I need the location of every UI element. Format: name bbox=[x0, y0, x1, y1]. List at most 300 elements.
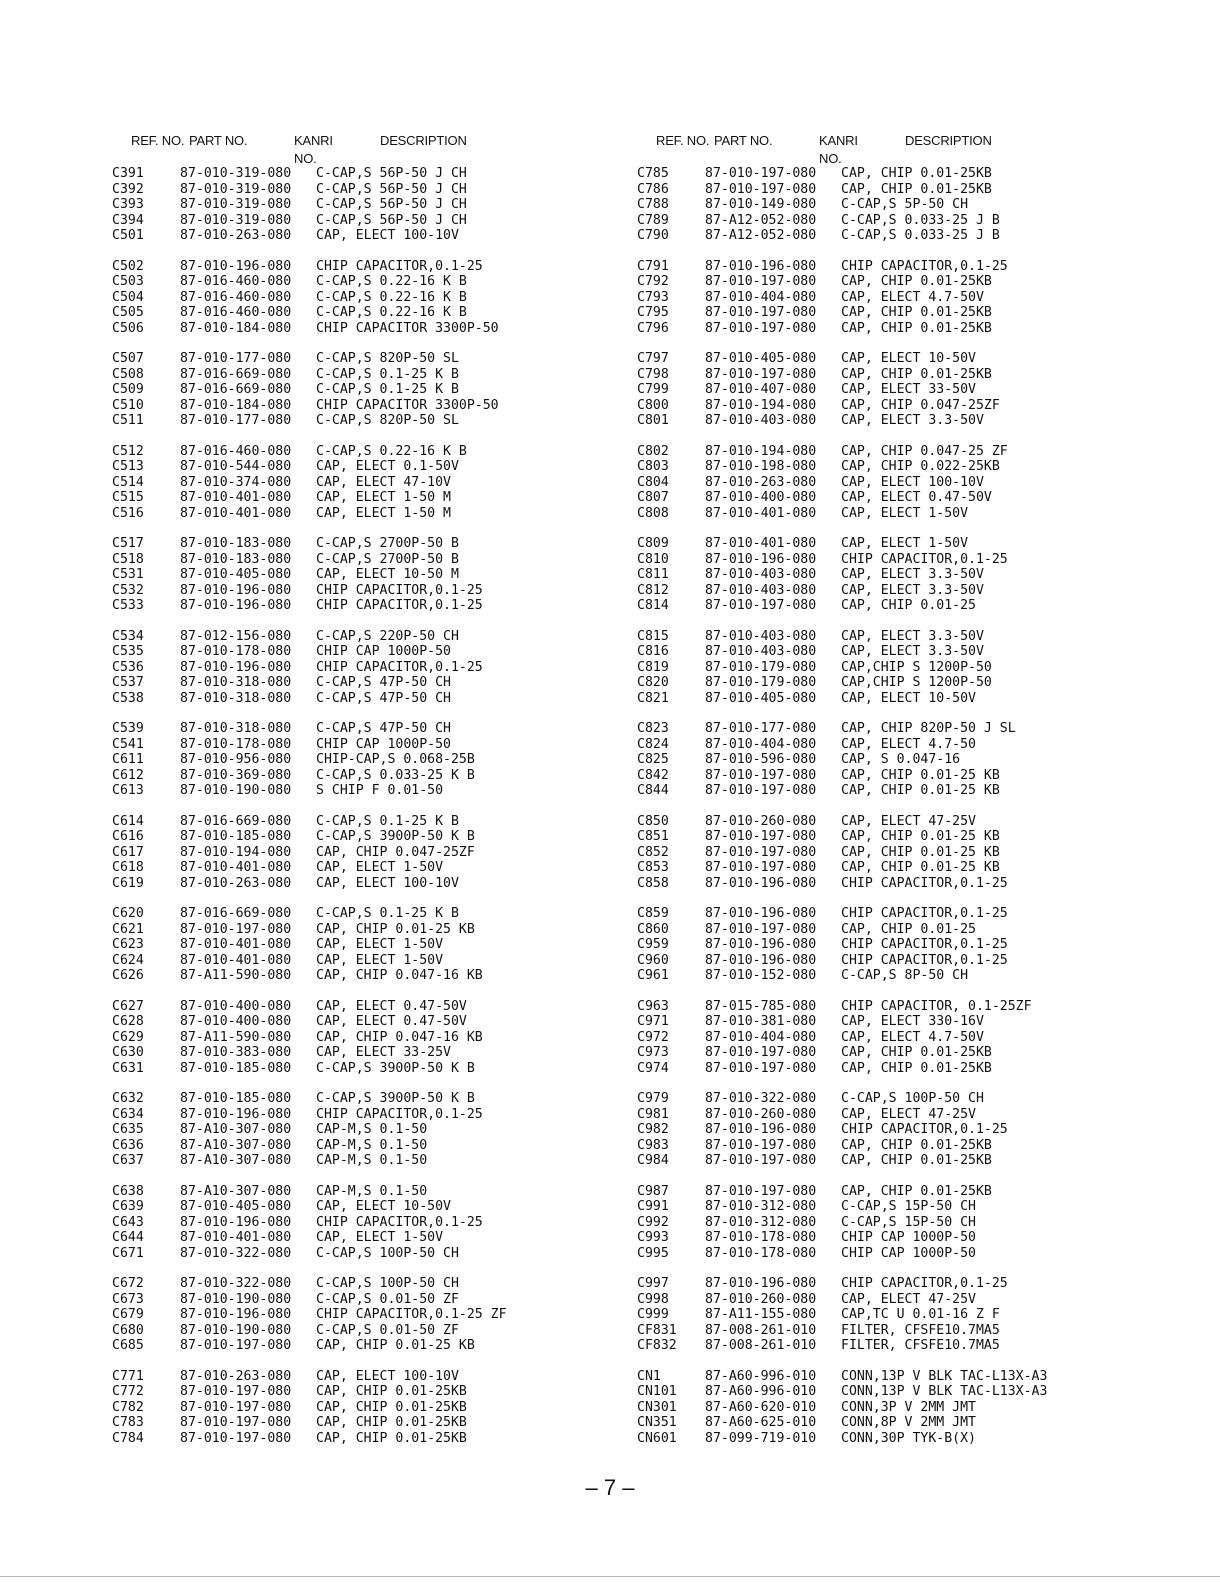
ref-no-cell: C859 bbox=[637, 906, 669, 921]
ref-no-cell: C987 bbox=[637, 1183, 669, 1199]
table-row bbox=[112, 1061, 632, 1077]
table-row bbox=[637, 1122, 1157, 1138]
part-no-cell: 87-A10-307-080 bbox=[180, 1183, 292, 1199]
ref-no-cell: C816 bbox=[637, 644, 669, 659]
ref-no-cell: C516 bbox=[112, 505, 144, 521]
ref-no-cell: C852 bbox=[637, 844, 669, 860]
part-no-cell: 87-010-179-080 bbox=[705, 659, 817, 675]
description-cell: CAP, ELECT 4.7-50V bbox=[841, 289, 984, 305]
ref-no-cell: C961 bbox=[637, 968, 669, 983]
part-no-cell: 87-010-196-080 bbox=[180, 582, 292, 598]
ref-no-cell: C842 bbox=[637, 767, 669, 783]
description-cell: C-CAP,S 3900P-50 K B bbox=[316, 1060, 475, 1076]
description-cell: C-CAP,S 820P-50 SL bbox=[316, 413, 459, 428]
ref-no-cell: C632 bbox=[112, 1091, 144, 1106]
description-cell: C-CAP,S 8P-50 CH bbox=[841, 968, 969, 983]
ref-no-cell: C619 bbox=[112, 875, 144, 891]
ref-no-cell: C823 bbox=[637, 721, 669, 736]
table-row bbox=[112, 1030, 632, 1046]
description-cell: CAP, ELECT 0.47-50V bbox=[316, 1014, 467, 1029]
part-no-cell: 87-010-196-080 bbox=[705, 551, 817, 567]
description-cell: CAP, CHIP 0.01-25 bbox=[841, 598, 976, 613]
table-row bbox=[637, 675, 1157, 691]
table-row bbox=[112, 197, 632, 213]
table-row bbox=[112, 675, 632, 691]
description-cell: S CHIP F 0.01-50 bbox=[316, 783, 444, 798]
ref-no-cell: C391 bbox=[112, 166, 144, 181]
ref-no-cell: C860 bbox=[637, 921, 669, 937]
part-no-cell: 87-A10-307-080 bbox=[180, 1153, 292, 1168]
description-cell: C-CAP,S 56P-50 J CH bbox=[316, 212, 467, 228]
part-no-cell: 87-010-401-080 bbox=[180, 490, 292, 505]
part-no-cell: 87-010-196-080 bbox=[705, 1122, 817, 1137]
ref-no-cell: C537 bbox=[112, 675, 144, 690]
ref-no-cell: C995 bbox=[637, 1245, 669, 1261]
table-row bbox=[112, 953, 632, 969]
part-no-cell: 87-010-196-080 bbox=[180, 1106, 292, 1122]
description-cell: CAP-M,S 0.1-50 bbox=[316, 1153, 428, 1168]
part-no-cell: 87-010-197-080 bbox=[705, 1045, 817, 1060]
table-row bbox=[112, 1107, 632, 1123]
ref-no-cell: C795 bbox=[637, 305, 669, 320]
description-cell: CAP, CHIP 0.01-25KB bbox=[841, 1045, 992, 1060]
table-row bbox=[637, 1230, 1157, 1246]
table-row bbox=[637, 1431, 1157, 1447]
part-no-cell: 87-010-197-080 bbox=[705, 1183, 817, 1199]
ref-no-cell: C639 bbox=[112, 1199, 144, 1214]
description-cell: C-CAP,S 5P-50 CH bbox=[841, 197, 969, 212]
ref-no-cell: C509 bbox=[112, 382, 144, 397]
part-no-cell: 87-016-669-080 bbox=[180, 382, 292, 397]
column-header bbox=[637, 130, 1157, 166]
description-cell: CAP, ELECT 3.3-50V bbox=[841, 567, 984, 582]
header-ref-no: REF. NO. bbox=[131, 133, 185, 148]
part-no-cell: 87-010-196-080 bbox=[180, 1214, 292, 1230]
part-no-cell: 87-A11-590-080 bbox=[180, 1029, 292, 1045]
ref-no-cell: C809 bbox=[637, 536, 669, 551]
description-cell: CHIP CAP 1000P-50 bbox=[841, 1230, 976, 1245]
table-row bbox=[112, 1246, 632, 1262]
description-cell: CHIP CAP 1000P-50 bbox=[316, 736, 451, 752]
table-row bbox=[112, 413, 632, 429]
table-row bbox=[637, 444, 1157, 460]
part-no-cell: 87-010-197-080 bbox=[180, 1384, 292, 1399]
description-cell: CAP, ELECT 10-50V bbox=[841, 690, 976, 706]
description-cell: CAP, CHIP 0.01-25KB bbox=[316, 1415, 467, 1430]
table-row bbox=[637, 413, 1157, 429]
description-cell: CAP, CHIP 0.047-16 KB bbox=[316, 1029, 483, 1045]
part-no-cell: 87-010-197-080 bbox=[705, 1060, 817, 1076]
part-no-cell: 87-010-194-080 bbox=[705, 397, 817, 413]
description-cell: C-CAP,S 0.22-16 K B bbox=[316, 289, 467, 305]
table-row bbox=[637, 583, 1157, 599]
description-cell: CHIP CAP 1000P-50 bbox=[316, 644, 451, 659]
table-row bbox=[112, 1338, 632, 1354]
table-row bbox=[637, 552, 1157, 568]
description-cell: CAP, ELECT 1-50 M bbox=[316, 505, 451, 521]
part-no-cell: 87-010-197-080 bbox=[705, 305, 817, 320]
ref-no-cell: C821 bbox=[637, 690, 669, 706]
header-kanri: KANRI bbox=[294, 133, 333, 148]
part-no-cell: 87-016-460-080 bbox=[180, 305, 292, 320]
table-row bbox=[637, 691, 1157, 707]
description-cell: C-CAP,S 15P-50 CH bbox=[841, 1214, 976, 1230]
table-row bbox=[112, 598, 632, 614]
ref-no-cell: C797 bbox=[637, 351, 669, 366]
part-no-cell: 87-010-177-080 bbox=[180, 413, 292, 428]
table-row bbox=[112, 398, 632, 414]
table-row bbox=[112, 737, 632, 753]
ref-no-cell: C505 bbox=[112, 305, 144, 320]
ref-no-cell: C804 bbox=[637, 474, 669, 490]
ref-no-cell: C614 bbox=[112, 813, 144, 829]
table-row bbox=[637, 829, 1157, 845]
ref-no-cell: CF832 bbox=[637, 1338, 677, 1353]
description-cell: CAP,TC U 0.01-16 Z F bbox=[841, 1307, 1000, 1322]
description-cell: CAP-M,S 0.1-50 bbox=[316, 1183, 428, 1199]
part-no-cell: 87-012-156-080 bbox=[180, 628, 292, 644]
table-row bbox=[112, 321, 632, 337]
part-no-cell: 87-010-197-080 bbox=[705, 598, 817, 613]
part-no-cell: 87-015-785-080 bbox=[705, 998, 817, 1014]
table-row bbox=[112, 290, 632, 306]
ref-no-cell: C785 bbox=[637, 166, 669, 181]
ref-no-cell: CN351 bbox=[637, 1415, 677, 1430]
table-row bbox=[637, 1215, 1157, 1231]
description-cell: CAP, ELECT 1-50V bbox=[841, 536, 969, 551]
ref-no-cell: CN601 bbox=[637, 1430, 677, 1446]
description-cell: C-CAP,S 0.1-25 K B bbox=[316, 906, 459, 921]
description-cell: CAP, CHIP 0.01-25 bbox=[841, 921, 976, 937]
description-cell: C-CAP,S 2700P-50 B bbox=[316, 551, 459, 567]
part-no-cell: 87-016-460-080 bbox=[180, 289, 292, 305]
part-no-cell: 87-010-196-080 bbox=[180, 258, 292, 274]
table-row bbox=[112, 506, 632, 522]
table-row bbox=[637, 305, 1157, 321]
ref-no-cell: C796 bbox=[637, 320, 669, 336]
table-row bbox=[637, 845, 1157, 861]
table-row bbox=[637, 953, 1157, 969]
ref-no-cell: C636 bbox=[112, 1137, 144, 1153]
header-part-no: PART NO. bbox=[189, 133, 248, 148]
description-cell: CAP, ELECT 330-16V bbox=[841, 1014, 984, 1029]
part-no-cell: 87-010-263-080 bbox=[180, 228, 292, 243]
ref-no-cell: C513 bbox=[112, 459, 144, 474]
description-cell: C-CAP,S 100P-50 CH bbox=[316, 1276, 459, 1291]
part-no-cell: 87-010-401-080 bbox=[180, 505, 292, 521]
part-no-cell: 87-010-404-080 bbox=[705, 289, 817, 305]
header-description: DESCRIPTION bbox=[905, 133, 992, 148]
table-row bbox=[637, 351, 1157, 367]
description-cell: C-CAP,S 56P-50 J CH bbox=[316, 166, 467, 181]
part-no-cell: 87-010-401-080 bbox=[180, 1230, 292, 1245]
part-no-cell: 87-010-196-080 bbox=[705, 875, 817, 891]
table-row bbox=[637, 1199, 1157, 1215]
table-row bbox=[112, 644, 632, 660]
part-no-cell: 87-010-544-080 bbox=[180, 459, 292, 474]
part-no-cell: 87-010-401-080 bbox=[180, 937, 292, 952]
part-no-cell: 87-010-197-080 bbox=[705, 320, 817, 336]
ref-no-cell: C814 bbox=[637, 598, 669, 613]
table-row bbox=[112, 1292, 632, 1308]
ref-no-cell: C963 bbox=[637, 998, 669, 1014]
ref-no-cell: C535 bbox=[112, 644, 144, 659]
description-cell: C-CAP,S 0.01-50 ZF bbox=[316, 1322, 459, 1338]
description-cell: CAP, CHIP 0.047-25ZF bbox=[316, 844, 475, 860]
part-no-cell: 87-A10-307-080 bbox=[180, 1122, 292, 1137]
description-cell: CAP, ELECT 4.7-50 bbox=[841, 736, 976, 752]
header-ref-no: REF. NO. bbox=[656, 133, 710, 148]
description-cell: C-CAP,S 0.01-50 ZF bbox=[316, 1291, 459, 1307]
table-row bbox=[637, 228, 1157, 244]
description-cell: CAP, ELECT 1-50 M bbox=[316, 490, 451, 505]
description-cell: CHIP CAPACITOR,0.1-25 bbox=[841, 1122, 1008, 1137]
part-no-cell: 87-016-460-080 bbox=[180, 443, 292, 459]
table-row bbox=[637, 598, 1157, 614]
part-no-cell: 87-010-403-080 bbox=[705, 567, 817, 582]
part-no-cell: 87-010-190-080 bbox=[180, 783, 292, 798]
part-no-cell: 87-010-405-080 bbox=[705, 351, 817, 366]
description-cell: CAP, CHIP 0.01-25KB bbox=[841, 166, 992, 181]
part-no-cell: 87-A10-307-080 bbox=[180, 1137, 292, 1153]
part-no-cell: 87-010-197-080 bbox=[705, 1153, 817, 1168]
table-row bbox=[637, 906, 1157, 922]
table-row bbox=[637, 1138, 1157, 1154]
description-cell: CHIP CAPACITOR 3300P-50 bbox=[316, 320, 499, 336]
part-no-cell: 87-010-381-080 bbox=[705, 1014, 817, 1029]
table-row bbox=[637, 737, 1157, 753]
part-no-cell: 87-010-318-080 bbox=[180, 690, 292, 706]
description-cell: CONN,30P TYK-B(X) bbox=[841, 1430, 976, 1446]
part-no-cell: 87-010-260-080 bbox=[705, 1106, 817, 1122]
description-cell: CAP, ELECT 10-50V bbox=[316, 1199, 451, 1214]
description-cell: CHIP CAPACITOR,0.1-25 bbox=[841, 1276, 1008, 1291]
table-row bbox=[637, 506, 1157, 522]
table-row bbox=[637, 752, 1157, 768]
description-cell: CAP, CHIP 0.047-25 ZF bbox=[841, 443, 1008, 459]
ref-no-cell: C960 bbox=[637, 952, 669, 968]
description-cell: CHIP CAPACITOR,0.1-25 ZF bbox=[316, 1307, 507, 1322]
ref-no-cell: C617 bbox=[112, 844, 144, 860]
header-kanri-no: NO. bbox=[294, 151, 317, 166]
ref-no-cell: C858 bbox=[637, 875, 669, 891]
ref-no-cell: C502 bbox=[112, 258, 144, 274]
part-no-cell: 87-A11-590-080 bbox=[180, 968, 292, 983]
table-row bbox=[637, 197, 1157, 213]
bottom-divider bbox=[0, 1576, 1220, 1577]
ref-no-cell: C972 bbox=[637, 1029, 669, 1045]
description-cell: CAP, ELECT 4.7-50V bbox=[841, 1029, 984, 1045]
description-cell: CAP, CHIP 0.01-25 KB bbox=[316, 921, 475, 937]
description-cell: CHIP CAP 1000P-50 bbox=[841, 1245, 976, 1261]
ref-no-cell: C531 bbox=[112, 567, 144, 582]
table-row bbox=[112, 1153, 632, 1169]
part-no-cell: 87-010-263-080 bbox=[705, 474, 817, 490]
part-no-cell: 87-010-178-080 bbox=[705, 1245, 817, 1261]
description-cell: C-CAP,S 100P-50 CH bbox=[316, 1245, 459, 1261]
description-cell: CAP, CHIP 0.01-25KB bbox=[841, 274, 992, 289]
ref-no-cell: C644 bbox=[112, 1230, 144, 1245]
description-cell: CAP, CHIP 0.01-25 KB bbox=[841, 829, 1000, 844]
table-row bbox=[112, 583, 632, 599]
part-no-cell: 87-008-261-010 bbox=[705, 1322, 817, 1338]
ref-no-cell: C971 bbox=[637, 1014, 669, 1029]
ref-no-cell: C532 bbox=[112, 582, 144, 598]
part-no-cell: 87-010-319-080 bbox=[180, 212, 292, 228]
table-row bbox=[637, 1400, 1157, 1416]
table-row bbox=[112, 1323, 632, 1339]
ref-no-cell: C627 bbox=[112, 998, 144, 1014]
description-cell: CAP, ELECT 47-25V bbox=[841, 1106, 976, 1122]
ref-no-cell: C981 bbox=[637, 1106, 669, 1122]
description-cell: CAP, ELECT 1-50V bbox=[316, 1230, 444, 1245]
table-row bbox=[112, 752, 632, 768]
ref-no-cell: C997 bbox=[637, 1276, 669, 1291]
table-row bbox=[112, 876, 632, 892]
description-cell: CHIP CAPACITOR,0.1-25 bbox=[316, 659, 483, 675]
description-cell: CAP, ELECT 1-50V bbox=[841, 505, 969, 521]
ref-no-cell: C782 bbox=[112, 1399, 144, 1415]
part-no-cell: 87-099-719-010 bbox=[705, 1430, 817, 1446]
part-no-cell: 87-010-407-080 bbox=[705, 382, 817, 397]
description-cell: CAP, CHIP 0.01-25 KB bbox=[841, 860, 1000, 875]
part-no-cell: 87-010-401-080 bbox=[180, 952, 292, 968]
table-row bbox=[637, 1107, 1157, 1123]
part-no-cell: 87-010-403-080 bbox=[705, 582, 817, 598]
part-no-cell: 87-010-405-080 bbox=[180, 1199, 292, 1214]
table-row bbox=[112, 1138, 632, 1154]
ref-no-cell: C514 bbox=[112, 474, 144, 490]
part-no-cell: 87-010-322-080 bbox=[180, 1245, 292, 1261]
table-row bbox=[112, 259, 632, 275]
description-cell: CAP, CHIP 0.01-25 KB bbox=[841, 767, 1000, 783]
table-row bbox=[112, 382, 632, 398]
description-cell: CAP, ELECT 33-25V bbox=[316, 1045, 451, 1060]
part-no-cell: 87-010-403-080 bbox=[705, 628, 817, 644]
table-row bbox=[637, 644, 1157, 660]
description-cell: CAP, CHIP 0.01-25 KB bbox=[841, 844, 1000, 860]
description-cell: CAP, ELECT 1-50V bbox=[316, 952, 444, 968]
table-row bbox=[637, 937, 1157, 953]
part-no-cell: 87-010-263-080 bbox=[180, 875, 292, 891]
description-cell: CHIP CAPACITOR,0.1-25 bbox=[841, 906, 1008, 921]
table-row bbox=[112, 1369, 632, 1385]
table-row bbox=[637, 1369, 1157, 1385]
part-no-cell: 87-010-197-080 bbox=[180, 921, 292, 937]
table-row bbox=[637, 536, 1157, 552]
ref-no-cell: C616 bbox=[112, 829, 144, 844]
part-no-cell: 87-010-405-080 bbox=[705, 690, 817, 706]
ref-no-cell: CN301 bbox=[637, 1399, 677, 1415]
table-row bbox=[112, 968, 632, 984]
ref-no-cell: C993 bbox=[637, 1230, 669, 1245]
table-row bbox=[637, 475, 1157, 491]
part-no-cell: 87-010-401-080 bbox=[705, 505, 817, 521]
description-cell: C-CAP,S 0.22-16 K B bbox=[316, 305, 467, 320]
part-no-cell: 87-010-184-080 bbox=[180, 397, 292, 413]
table-row bbox=[637, 768, 1157, 784]
description-cell: CAP, ELECT 10-50V bbox=[841, 351, 976, 366]
table-row bbox=[637, 1307, 1157, 1323]
description-cell: CHIP CAPACITOR, 0.1-25ZF bbox=[841, 998, 1032, 1014]
ref-no-cell: C991 bbox=[637, 1199, 669, 1214]
ref-no-cell: C973 bbox=[637, 1045, 669, 1060]
part-no-cell: 87-010-185-080 bbox=[180, 1091, 292, 1106]
part-no-cell: 87-010-400-080 bbox=[180, 998, 292, 1014]
ref-no-cell: C503 bbox=[112, 274, 144, 289]
part-no-cell: 87-016-669-080 bbox=[180, 906, 292, 921]
ref-no-cell: C613 bbox=[112, 783, 144, 798]
ref-no-cell: C671 bbox=[112, 1245, 144, 1261]
description-cell: C-CAP,S 2700P-50 B bbox=[316, 536, 459, 551]
description-cell: CAP, CHIP 0.01-25KB bbox=[841, 1183, 992, 1199]
table-row bbox=[637, 490, 1157, 506]
ref-no-cell: C979 bbox=[637, 1091, 669, 1106]
description-cell: CHIP CAPACITOR,0.1-25 bbox=[316, 582, 483, 598]
description-cell: CAP, ELECT 47-25V bbox=[841, 813, 976, 829]
description-cell: CONN,13P V BLK TAC-L13X-A3 bbox=[841, 1368, 1048, 1384]
ref-no-cell: C611 bbox=[112, 752, 144, 767]
part-no-cell: 87-010-178-080 bbox=[705, 1230, 817, 1245]
table-row bbox=[637, 860, 1157, 876]
description-cell: CAP, ELECT 1-50V bbox=[316, 937, 444, 952]
description-cell: CHIP CAPACITOR,0.1-25 bbox=[316, 1106, 483, 1122]
part-no-cell: 87-010-197-080 bbox=[180, 1338, 292, 1353]
ref-no-cell: C517 bbox=[112, 536, 144, 551]
description-cell: CAP, CHIP 0.022-25KB bbox=[841, 459, 1000, 474]
ref-no-cell: C800 bbox=[637, 397, 669, 413]
description-cell: CAP-M,S 0.1-50 bbox=[316, 1122, 428, 1137]
ref-no-cell: C793 bbox=[637, 289, 669, 305]
part-no-cell: 87-010-197-080 bbox=[705, 274, 817, 289]
ref-no-cell: C853 bbox=[637, 860, 669, 875]
description-cell: CAP, CHIP 0.047-25ZF bbox=[841, 397, 1000, 413]
ref-no-cell: C518 bbox=[112, 551, 144, 567]
part-no-cell: 87-010-194-080 bbox=[180, 844, 292, 860]
part-no-cell: 87-010-383-080 bbox=[180, 1045, 292, 1060]
ref-no-cell: C801 bbox=[637, 413, 669, 428]
ref-no-cell: C539 bbox=[112, 721, 144, 736]
ref-no-cell: C541 bbox=[112, 736, 144, 752]
table-row bbox=[637, 1384, 1157, 1400]
table-row bbox=[637, 1276, 1157, 1292]
ref-no-cell: C786 bbox=[637, 181, 669, 197]
table-row bbox=[637, 721, 1157, 737]
ref-no-cell: C394 bbox=[112, 212, 144, 228]
ref-no-cell: C799 bbox=[637, 382, 669, 397]
description-cell: CAP, CHIP 0.01-25KB bbox=[841, 320, 992, 336]
table-row bbox=[112, 305, 632, 321]
table-row bbox=[637, 629, 1157, 645]
ref-no-cell: C825 bbox=[637, 752, 669, 767]
table-row bbox=[112, 1415, 632, 1431]
description-cell: FILTER, CFSFE10.7MA5 bbox=[841, 1338, 1000, 1353]
part-no-cell: 87-010-322-080 bbox=[705, 1091, 817, 1106]
table-row bbox=[112, 567, 632, 583]
part-no-cell: 87-010-401-080 bbox=[705, 536, 817, 551]
table-row bbox=[637, 166, 1157, 182]
description-cell: C-CAP,S 47P-50 CH bbox=[316, 721, 451, 736]
page-number: – 7 – bbox=[585, 1475, 635, 1500]
table-row bbox=[112, 1014, 632, 1030]
part-no-cell: 87-010-194-080 bbox=[705, 443, 817, 459]
description-cell: C-CAP,S 220P-50 CH bbox=[316, 628, 459, 644]
ref-no-cell: C788 bbox=[637, 197, 669, 212]
description-cell: CHIP CAPACITOR,0.1-25 bbox=[841, 952, 1008, 968]
description-cell: CAP, ELECT 0.47-50V bbox=[316, 998, 467, 1014]
ref-no-cell: C621 bbox=[112, 921, 144, 937]
description-cell: CAP, CHIP 0.01-25KB bbox=[316, 1399, 467, 1415]
